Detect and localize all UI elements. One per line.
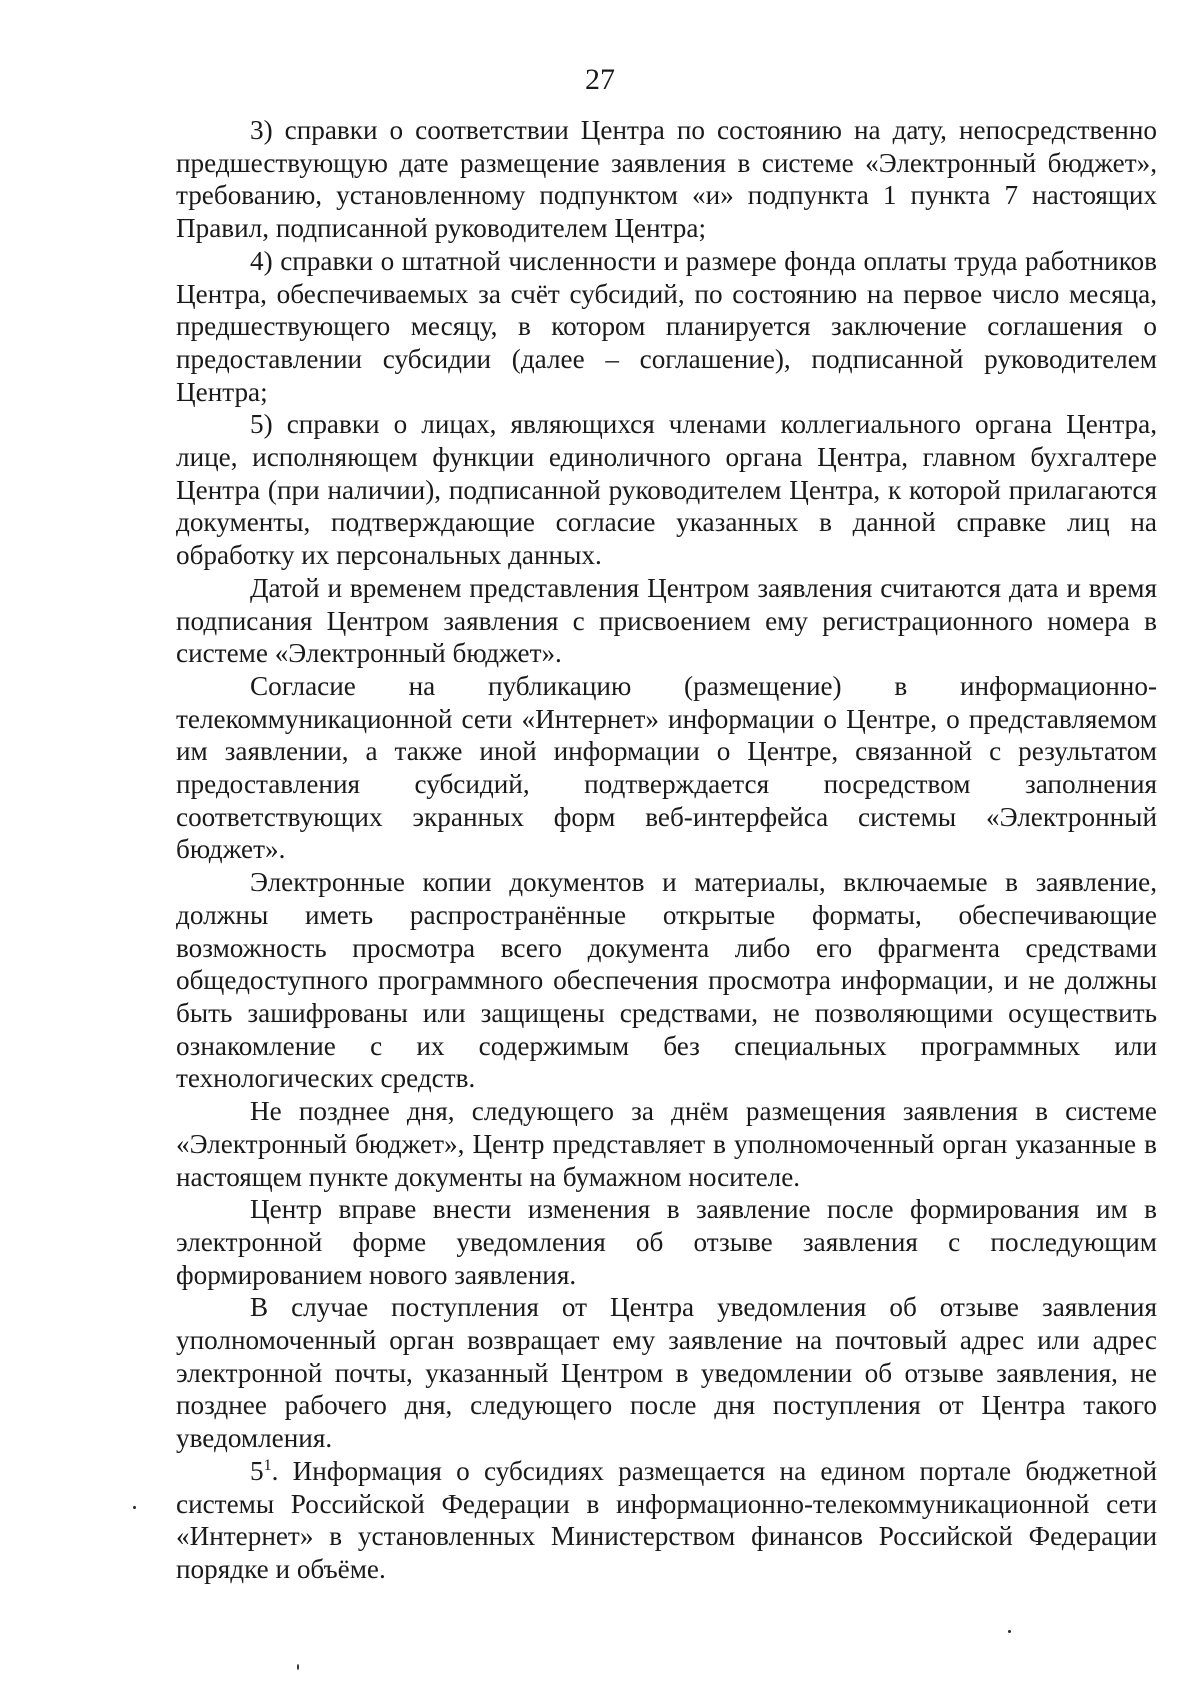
paragraph-item-5: 5) справки о лицах, являющихся членами коллегиального органа Центра, лице, исполняющем функции единоличного органа Центра, главном бухгалтере Центра (при наличии), подписанной руководителем Центра, к которой прилагаются документы, подтверждающие согласие указанных в данной справке лиц на обработку их персональных данных. — [176, 409, 1157, 571]
clause-number: 5 — [250, 1455, 264, 1486]
clause-superscript: 1 — [263, 1456, 272, 1474]
paragraph-withdrawal: В случае поступления от Центра уведомления об отзыве заявления уполномоченный орган возвращает ему заявление на почтовый адрес или адрес электронной почты, указанный Центром в уведомлении об отзыве заявления, не позднее рабочего дня, следующего после дня поступления от Центра такого уведомления. — [176, 1292, 1157, 1454]
scan-speck — [297, 1664, 299, 1670]
page-number: 27 — [585, 63, 615, 96]
scan-speck — [133, 1506, 136, 1509]
paragraph-item-4: 4) справки о штатной численности и размере фонда оплаты труда работников Центра, обеспечиваемых за счёт субсидий, по состоянию на первое число месяца, предшествующего месяцу, в котором планируется заключение соглашения о предоставлении субсидии (далее – соглашение), подписанной руководителем Центра; — [176, 245, 1157, 407]
paragraph-date-time: Датой и временем представления Центром заявления считаются дата и время подписания Центром заявления с присвоением ему регистрационного номера в системе «Электронный бюджет». — [176, 572, 1157, 669]
paragraph-5-1 — [176, 1455, 1157, 1586]
paragraph-consent: Согласие на публикацию (размещение) в информационно-телекоммуникационной сети «Интернет» информации о Центре, о представляемом им заявлении, а также иной информации о Центре, связанной с результатом предоставления субсидий, подтверждается посредством заполнения соответствующих экранных форм веб-интерфейса системы «Электронный бюджет». — [176, 670, 1157, 865]
scan-speck — [1008, 1630, 1011, 1633]
paragraph-electronic-copies: Электронные копии документов и материалы, включаемые в заявление, должны иметь распространённые открытые форматы, обеспечивающие возможность просмотра всего документа либо его фрагмента средствами общедоступного программного обеспечения просмотра информации, и не должны быть зашифрованы или защищены средствами, не позволяющими осуществить ознакомление с их содержимым без специальных программных или технологических средств. — [176, 867, 1157, 1094]
clause-text: . Информация о субсидиях размещается на едином портале бюджетной системы Российской Федерации в информационно-телекоммуникационной сети «Интернет» в установленных Министерством финансов Российской Федерации порядке и объёме. — [176, 1455, 1157, 1584]
paragraph-paper-submission: Не позднее дня, следующего за днём размещения заявления в системе «Электронный бюджет», Центр представляет в уполномоченный орган указанные в настоящем пункте документы на бумажном носителе. — [176, 1096, 1157, 1192]
paragraph-item-3: 3) справки о соответствии Центра по состоянию на дату, непосредственно предшествующую дате размещение заявления в системе «Электронный бюджет», требованию, установленному подпунктом «и» подпункта 1 пункта 7 настоящих Правил, подписанной руководителем Центра; — [176, 115, 1157, 244]
document-body — [176, 114, 1157, 1586]
paragraph-changes: Центр вправе внести изменения в заявление после формирования им в электронной форме уведомления об отзыве заявления с последующим формированием нового заявления. — [176, 1194, 1157, 1290]
